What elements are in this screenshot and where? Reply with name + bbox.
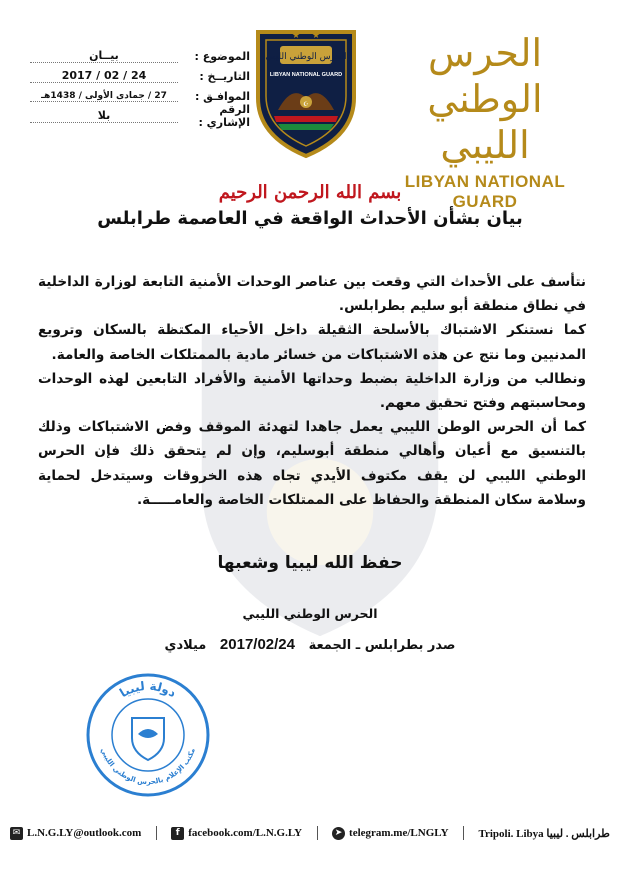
issue-line — [0, 636, 620, 653]
statement-body — [38, 270, 586, 512]
statement-title: بيان بشأن الأحداث الواقعة في العاصمة طرابلس — [97, 208, 523, 229]
official-stamp — [85, 672, 211, 798]
svg-text:LIBYAN NATIONAL GUARD: LIBYAN NATIONAL GUARD — [269, 72, 343, 78]
body-paragraph: نتأسف على الأحداث التي وقعت بين عناصر الوحدات الأمنية التابعة لوزارة الداخلية في نطاق منطقة أبو سليم بطرابلس. — [38, 274, 586, 315]
footer-email[interactable]: ✉ L.N.G.LY@outlook.com — [10, 827, 141, 840]
body-paragraph: ونطالب من وزارة الداخلية بضبط وحداتها الأمنية والأفراد التابعين لهذه الوحدات ومحاسبتهم وفتح تحقيق معهم. — [38, 370, 586, 412]
svg-text:★: ★ — [312, 31, 321, 41]
document-meta — [30, 46, 250, 129]
meta-hijri-date: الموافـق : 27 / جمادى الأولى / 1438هـ — [30, 86, 250, 106]
telegram-icon: ➤ — [332, 827, 345, 840]
meta-date: التاريــخ : 24 / 02 / 2017 — [30, 66, 250, 86]
brand-english-name: LIBYAN NATIONAL GUARD — [404, 172, 566, 211]
svg-text:دولة ليبيا: دولة ليبيا — [117, 678, 179, 701]
svg-text:★: ★ — [292, 31, 301, 41]
closing-phrase: حفظ الله ليبيا وشعبها — [217, 553, 403, 573]
footer-divider — [317, 826, 318, 840]
meta-reference: الرقم الإشاري : بلا — [30, 106, 250, 126]
body-paragraph: كما نستنكر الاشتباك بالأسلحة الثقيلة داخل الأحياء المكتظة بالسكان وترويع المدنيين وما نتج عن هذه الاشتباكات من خسائر مادية بالممتلكات الخاصة والعامة. — [38, 322, 586, 363]
email-icon: ✉ — [10, 827, 23, 840]
svg-text:الحرس الوطني الليبي: الحرس الوطني الليبي — [265, 52, 347, 62]
meta-subject: الموضوع : بيــان — [30, 46, 250, 66]
facebook-icon: f — [171, 827, 184, 840]
footer-contacts — [10, 824, 610, 842]
brand-arabic-name: الحرس الوطني الليبي — [427, 31, 543, 167]
svg-text:☪: ☪ — [303, 101, 309, 108]
national-guard-shield-logo — [252, 24, 360, 160]
body-paragraph: كما أن الحرس الوطن الليبي يعمل جاهدا لتهدئة الموقف وفض الاشتباكات وذلك بالتنسيق مع أعيان وأهالي منطقة أبوسليم، وإن لم يتحقق ذلك فإن الحرس الوطني الليبي لن يقف مكتوف الأيدي تجاه هذه الخروقات وسيتدخل لحماية وسلامة سكان المنطقة والحفاظ على الممتلكات الخاصة والعامـــــة. — [38, 419, 586, 508]
issue-place-day: صدر بطرابلس ـ الجمعة — [308, 638, 456, 653]
signer: الحرس الوطني الليبي — [242, 606, 378, 621]
svg-text:مكتب الإعلام بالحرس الوطني الل: مكتب الإعلام بالحرس الوطني الليبي — [99, 747, 197, 787]
footer-telegram[interactable]: ➤ telegram.me/LNGLY — [332, 827, 449, 840]
footer-divider — [463, 826, 464, 840]
footer-divider — [156, 826, 157, 840]
issue-calendar: ميلادي — [164, 638, 207, 653]
footer-location: Tripoli. Libya طرابلس . ليبيا — [478, 827, 610, 840]
footer-facebook[interactable]: f facebook.com/L.N.G.LY — [171, 827, 302, 840]
basmala: بسم الله الرحمن الرحيم — [218, 182, 402, 203]
issue-date: 2017/02/24 — [219, 636, 295, 653]
